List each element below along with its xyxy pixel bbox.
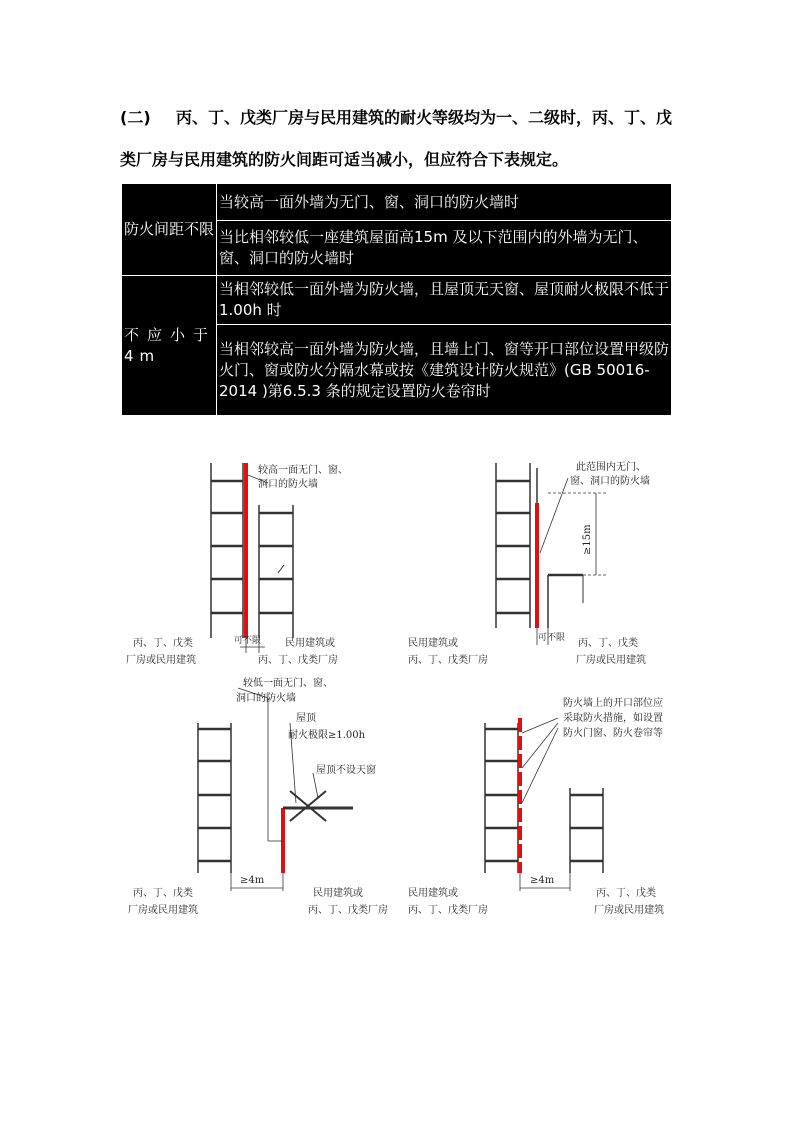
table-cell: 当相邻较低一面外墙为防火墙，且屋顶无天窗、屋顶耐火极限不低于1.00h 时 [217, 276, 672, 325]
heading-line-2 [120, 150, 680, 170]
d2-left-label-2: 丙、丁、戊类厂房 [408, 655, 488, 666]
d3-right-label-2: 丙、丁、戊类厂房 [308, 905, 388, 916]
table-row [122, 276, 672, 325]
d3-note-1: 较低一面无门、窗、 [243, 678, 333, 689]
table-cell: 当相邻较高一面外墙为防火墙，且墙上门、窗等开口部位设置甲级防火门、窗或防火分隔水幕或按《建筑设计防火规范》(GB 50016-2014 )第6.5.3 条的规定设置防火卷帘时 [217, 325, 672, 416]
diagram-3-lower-firewall-4m [128, 676, 388, 916]
heading-line-1 [120, 108, 680, 128]
d2-dim-label: ≥15m [582, 524, 593, 555]
group-label-unlimited: 防火间距不限 [122, 184, 217, 276]
d4-left-label-2: 丙、丁、戊类厂房 [408, 905, 488, 916]
d2-gap-label: 可不限 [538, 633, 566, 643]
d2-left-label-1: 民用建筑或 [408, 638, 458, 649]
d1-left-label-2: 厂房或民用建筑 [126, 655, 196, 666]
d3-left-label-1: 丙、丁、戊类 [133, 888, 193, 899]
d3-skylight-note: 屋顶不设天窗 [316, 765, 376, 776]
d4-note-3: 防火门窗、防火卷帘等 [563, 728, 663, 739]
d1-note-1: 较高一面无门、窗、 [258, 465, 348, 476]
d3-note-2: 洞口的防火墙 [236, 693, 296, 704]
table-cell: 当较高一面外墙为无门、窗、洞口的防火墙时 [217, 184, 672, 221]
section-number: (二) [120, 108, 151, 127]
diagram-1-unlimited-higher-wall [126, 463, 348, 666]
d3-roof-1: 屋顶 [296, 713, 316, 724]
d1-left-label-1: 丙、丁、戊类 [133, 638, 193, 649]
d2-note-1: 此范围内无门、 [576, 462, 646, 473]
table-row [122, 184, 672, 221]
d3-roof-2: 耐火极限≥1.00h [288, 730, 366, 741]
d4-right-label-2: 厂房或民用建筑 [594, 905, 664, 916]
diagram-4-higher-firewall-protected-openings [408, 696, 664, 916]
d4-right-label-1: 丙、丁、戊类 [596, 888, 656, 899]
d3-right-label-1: 民用建筑或 [313, 888, 363, 899]
d3-left-label-2: 厂房或民用建筑 [128, 905, 198, 916]
diagram-2-unlimited-15m-wall [408, 460, 650, 666]
d2-right-label-1: 丙、丁、戊类 [578, 638, 638, 649]
d4-gap-label: ≥4m [530, 875, 555, 886]
d4-note-1: 防火墙上的开口部位应 [563, 698, 663, 709]
table-cell: 当比相邻较低一座建筑屋面高15m 及以下范围内的外墙为无门、窗、洞口的防火墙时 [217, 221, 672, 276]
d1-note-2: 洞口的防火墙 [258, 479, 318, 490]
d4-note-2: 采取防火措施，如设置 [563, 713, 663, 724]
d1-gap-label: 可不限 [234, 636, 262, 646]
d1-right-label-1: 民用建筑或 [285, 638, 335, 649]
spacing-rules-table [121, 183, 672, 416]
d3-gap-label: ≥4m [240, 875, 265, 886]
d2-note-2: 窗、洞口的防火墙 [570, 476, 650, 487]
heading-text-2: 类厂房与民用建筑的防火间距可适当减小，但应符合下表规定。 [120, 150, 569, 169]
d2-right-label-2: 厂房或民用建筑 [576, 655, 646, 666]
group-label-min-4m: 不应小于4m [122, 276, 217, 416]
d4-left-label-1: 民用建筑或 [408, 888, 458, 899]
d1-right-label-2: 丙、丁、戊类厂房 [258, 655, 338, 666]
heading-text-1: 丙、丁、戊类厂房与民用建筑的耐火等级均为一、二级时，丙、丁、戊 [176, 108, 673, 127]
fire-spacing-diagrams [118, 433, 678, 933]
